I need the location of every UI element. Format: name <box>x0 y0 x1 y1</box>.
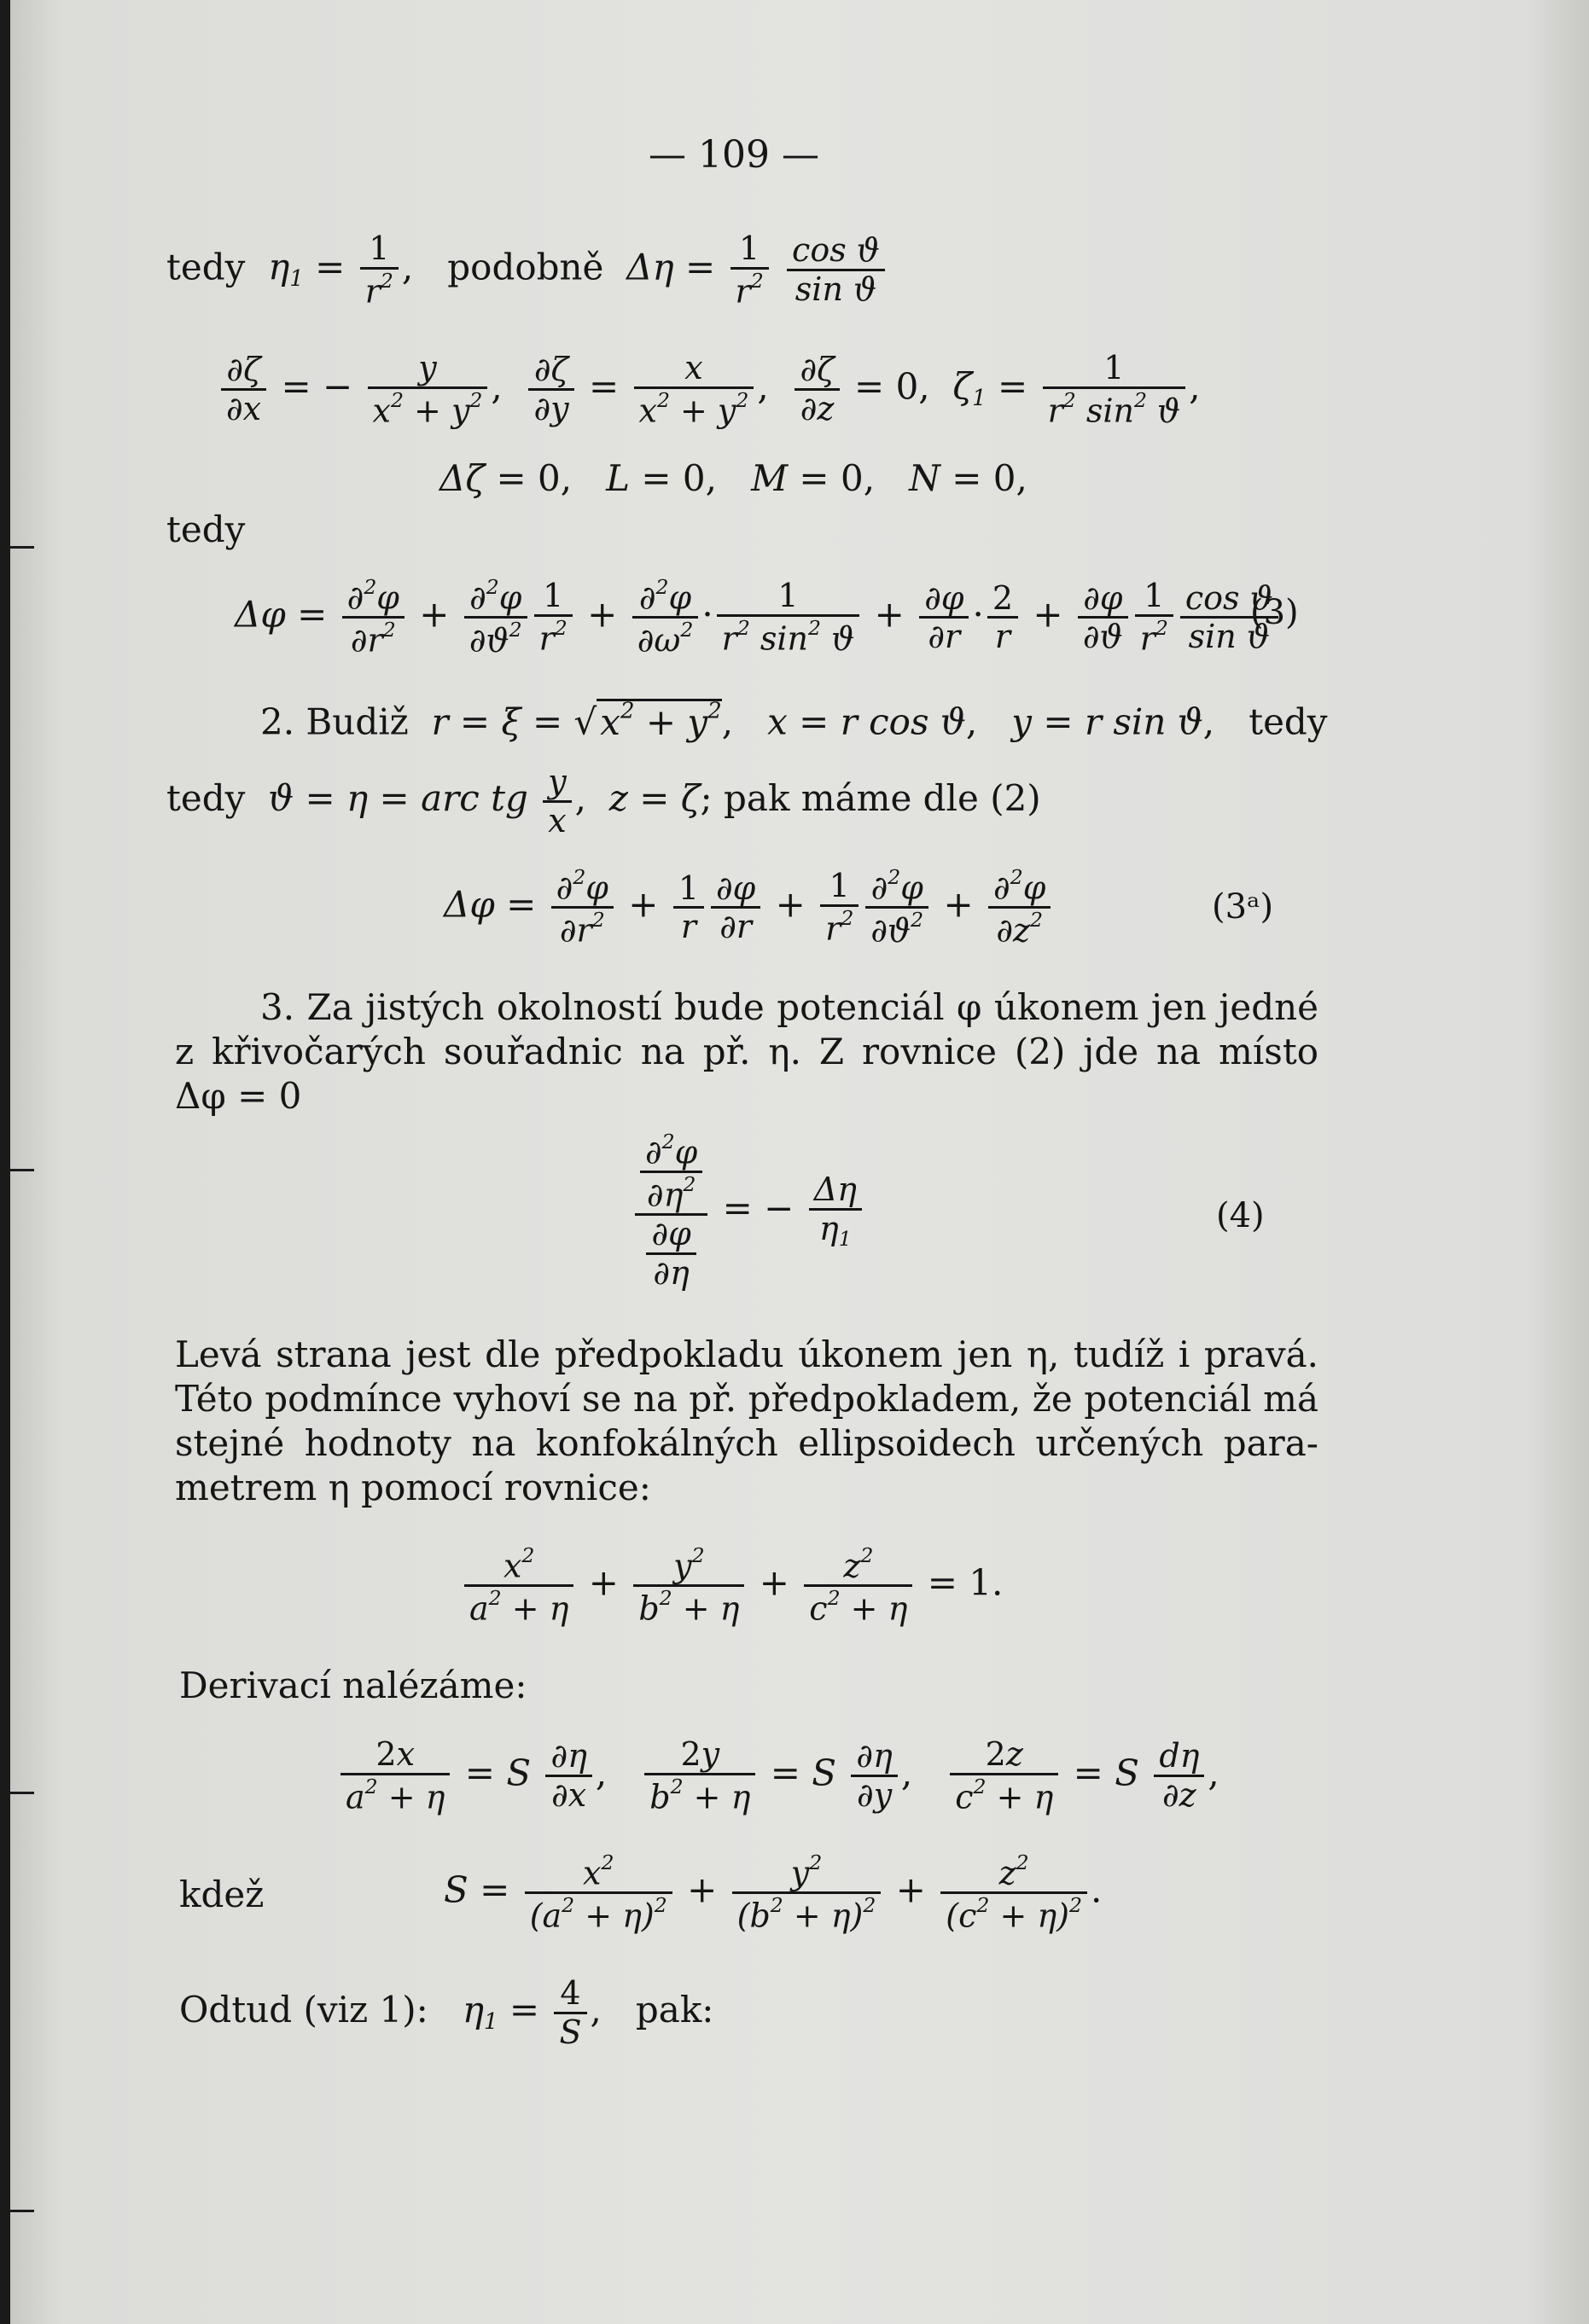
edge-mark <box>0 1792 34 1794</box>
equation-line-2: $\frac{\partial\zeta}{\partial x}$ = − $\frac{y}{x^2 + y^2}$ , $\frac{\partial\zeta}{\partial y}$ = $\frac{x}{x^2 + y^2}$ , $\frac{\partial\zeta}{\partial z}$ = 0, $\zeta_1$ = $\frac{1}{r^2 \sin^2 ϑ}$ , <box>218 350 1201 429</box>
equation-line-3: Δζ = 0, L = 0, M = 0, N = 0, <box>439 457 1027 499</box>
equation-number-4: (4) <box>1216 1196 1265 1235</box>
section-2-line-2: tedy ϑ = η = arc tg $\frac{y}{x}$ , z = ζ; pak máme dle (2) <box>166 763 1041 840</box>
word-podobne: podobně <box>447 246 604 288</box>
derivative-equation: $\frac{2x}{a^2 + \eta}$ = S $\frac{\partial\eta}{\partial x}$ , $\frac{2y}{b^2 + \eta}$ = S $\frac{\partial\eta}{\partial y}$ , $\frac{2z}{c^2 + \eta}$ = S $\frac{d\eta}{\partial z}$ , <box>337 1736 1219 1816</box>
equation-3: Δφ = $\frac{\partial^2\varphi}{\partial r^2}$ + $\frac{\partial^2\varphi}{\partial ϑ^2}$ $\frac{1}{r^2}$ + $\frac{\partial^2\varphi}{\partial\omega^2}$ · $\frac{1}{r^2 \sin^2 ϑ}$ + $\frac{\partial\varphi}{\partial r}$ · $\frac{2}{r}$ + $\frac{\partial\varphi}{\partial ϑ}$ $\frac{1}{r^2}$ $\frac{\text{cos ϑ}}{\text{sin ϑ}}$ <box>235 576 1282 659</box>
equation-line-1: tedy $\eta_1$ = $\frac{1}{r^2}$ , podobně Δη = $\frac{1}{r^2}$ $\frac{\text{cos ϑ}}{\text{sin ϑ}}$ <box>166 230 888 310</box>
equation-4: $\frac{\frac{\partial^2\varphi}{\partial\eta^2}}{\frac{\partial\varphi}{\partial\eta}}$ = − $\frac{\Delta\eta}{\eta_1}$ <box>632 1130 865 1292</box>
page-binding-edge <box>0 0 10 2324</box>
word-tedy: tedy <box>166 246 246 288</box>
word-tedy-2: tedy <box>166 508 246 550</box>
page-number: — 109 — <box>649 133 819 177</box>
equation-3a: Δφ = $\frac{\partial^2\varphi}{\partial r^2}$ + $\frac{1}{r}$ $\frac{\partial\varphi}{\partial r}$ + $\frac{1}{r^2}$ $\frac{\partial^2\varphi}{\partial ϑ^2}$ + $\frac{\partial^2\varphi}{\partial z^2}$ <box>444 866 1054 949</box>
derivaci-label: Derivací nalézáme: <box>179 1665 527 1706</box>
odtud-line: Odtud (viz 1): $\eta_1$ = $\frac{4}{S}$ , pak: <box>179 1974 714 2051</box>
equation-number-3: (3) <box>1250 593 1299 632</box>
edge-mark <box>0 1169 34 1171</box>
paragraph-3: 3. Za jistých okolností bude potenciál φ úkonem jen jedné z křivočarých souřadnic na př. η. Z rovnice (2) jde na místo Δφ = 0 <box>175 986 1318 1117</box>
edge-mark <box>0 2210 34 2212</box>
kdez-label: kdež <box>179 1874 265 1915</box>
equation-number-3a: (3ᵃ) <box>1212 887 1274 927</box>
ellipsoid-equation: $\frac{x^2}{a^2 + \eta}$ + $\frac{y^2}{b^2 + \eta}$ + $\frac{z^2}{c^2 + \eta}$ = 1. <box>461 1544 1003 1627</box>
section-2-line-1: 2. Budiž $r = \xi = √x^2 + y^2$, x = r cos ϑ, y = r sin ϑ, tedy <box>260 698 1328 743</box>
edge-mark <box>0 546 34 549</box>
paragraph-4: Levá strana jest dle předpokladu úkonem jen η, tudíž i pravá. Této podmínce vyhoví se na př. předpokladem, že potenciál má stejné hodnoty na konfokálných ellipsoidech určených para- metrem η pomocí rovnice: <box>175 1333 1318 1508</box>
s-definition: S = $\frac{x^2}{(a^2 + \eta)^2}$ + $\frac{y^2}{(b^2 + \eta)^2}$ + $\frac{z^2}{(c^2 + \eta)^2}$ . <box>444 1850 1103 1935</box>
